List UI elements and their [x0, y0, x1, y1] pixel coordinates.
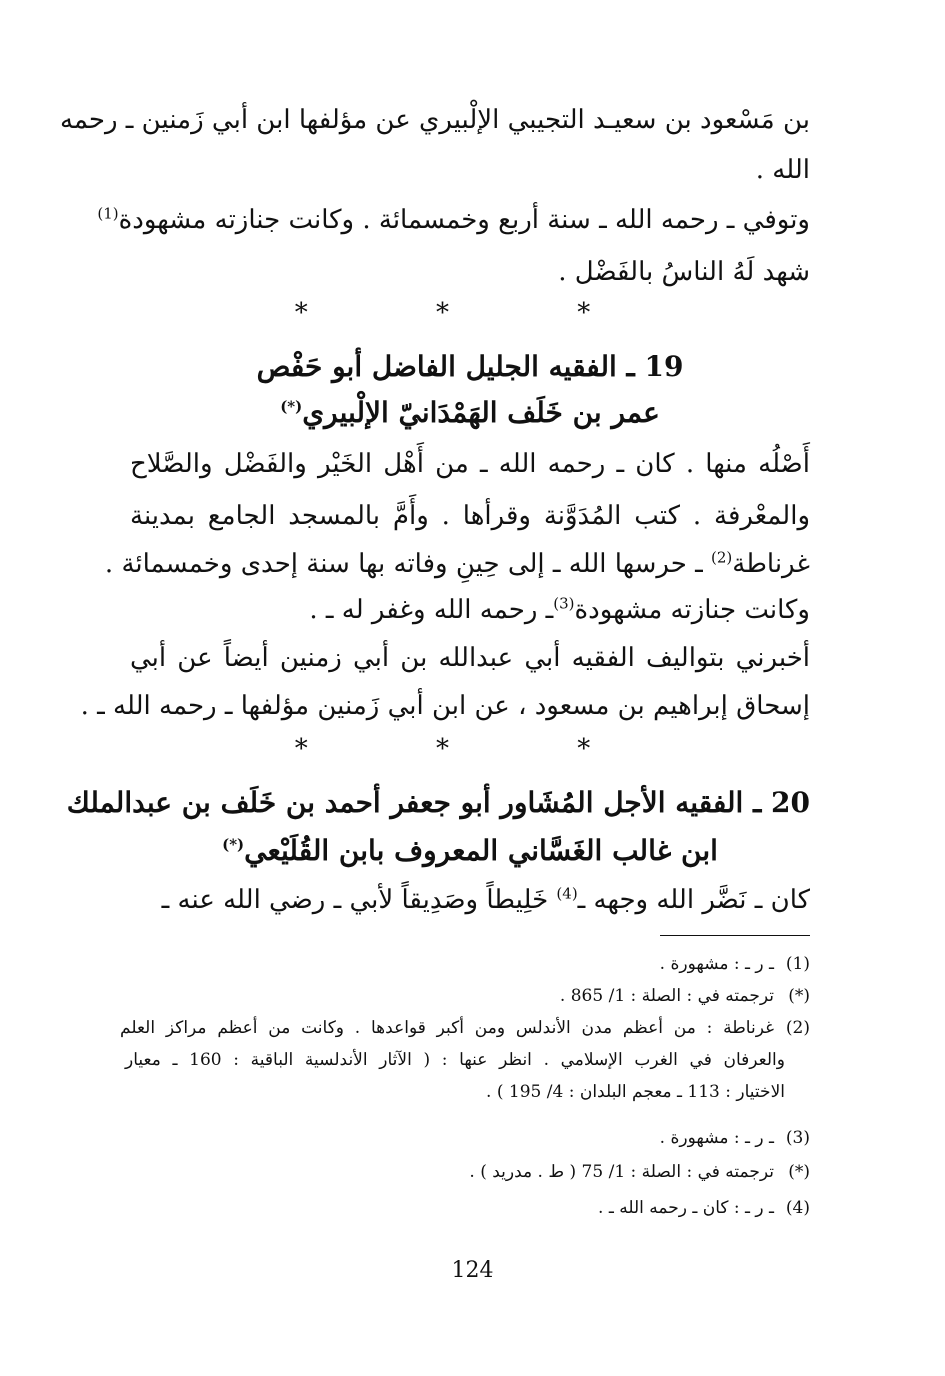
- text-line: أَصْلُه منها . كان ـ رحمه الله ـ من أَهْل الخَيْر والفَضْل والصَّلاح: [130, 449, 810, 479]
- entry-heading-name: عمر بن خَلَف الهَمْدَانيّ الإلْبيري(*): [280, 396, 660, 429]
- text-line: وتوفي ـ رحمه الله ـ سنة أربع وخمسمائة . وكانت جنازته مشهودة$^{(1)}$: [97, 204, 810, 235]
- footnote-ref: (2): [711, 548, 733, 567]
- text-line: والمعْرفة . كتب المُدَوَّنة وقرأها . وأَمَّ بالمسجد الجامع بمدينة: [130, 501, 810, 531]
- text-line: بن مَسْعود بن سعيـد التجيبي الإلْبيري عن مؤلفها ابن أبي زَمنين ـ رحمه: [59, 105, 810, 135]
- footnote: (1)ـ ر ـ : مشهورة .: [659, 954, 810, 974]
- footnote: (*)ترجمته في : الصلة : 1/ 865 .: [559, 986, 810, 1006]
- footnote-ref: (1): [97, 204, 119, 223]
- page-number: 124: [451, 1258, 494, 1283]
- footnote-ref: (4): [556, 884, 578, 903]
- text-line: وكانت جنازته مشهودة$^{(3)}$ـ رحمه الله وغفر له ـ .: [309, 594, 810, 625]
- text-line: كان ـ نَضَّر الله وجهه ـ$^{(4)}$ خَلِيطاً وصَدِيقاً لأبي ـ رضي الله عنه ـ: [161, 884, 810, 915]
- entry-heading-name: ابن غالب الغَسَّاني المعروف بابن القُلَيْعي(*): [222, 834, 718, 867]
- footnote-rule: [660, 935, 810, 936]
- footnote-ref: (*): [222, 835, 245, 854]
- entry-heading: 20 ـ الفقيه الأجل المُشَاور أبو جعفر أحمد بن خَلَف بن عبدالملك: [66, 786, 810, 819]
- entry-number: 19: [644, 350, 684, 383]
- footnote-continuation: والعرفان في الغرب الإسلامي . انظر عنها : ( الآثار الأندلسية الباقية : 160 ـ معيار: [125, 1050, 785, 1070]
- entry-number: 20: [771, 786, 810, 819]
- footnote-ref: (3): [553, 594, 575, 613]
- section-separator: * * *: [294, 298, 651, 328]
- footnote-ref: (*): [280, 397, 303, 416]
- text-line: إسحاق إبراهيم بن مسعود ، عن ابن أبي زَمنين مؤلفها ـ رحمه الله ـ .: [80, 691, 810, 721]
- section-separator: * * *: [294, 734, 651, 764]
- footnote-continuation: الاختيار : 113 ـ معجم البلدان : 4/ 195 ) .: [486, 1082, 785, 1102]
- text-line: أخبرني بتواليف الفقيه أبي عبدالله بن أبي زمنين أيضاً عن أبي: [130, 643, 810, 673]
- text-line: الله .: [755, 155, 810, 185]
- footnote: (3)ـ ر ـ : مشهورة .: [659, 1128, 810, 1148]
- text-line: غرناطة$^{(2)}$ ـ حرسها الله ـ إلى حِينِ وفاته بها سنة إحدى وخمسمائة .: [104, 548, 810, 579]
- entry-heading: 19 ـ الفقيه الجليل الفاضل أبو حَفْص: [256, 350, 684, 383]
- text-line: شهد لَهُ الناسُ بالفَضْل .: [558, 257, 810, 287]
- footnote: (*)ترجمته في : الصلة : 1/ 75 ( ط . مدريد ) .: [469, 1162, 810, 1182]
- footnote: (2)غرناطة : من أعظم مدن الأندلس ومن أكبر قواعدها . وكانت من أعظم مراكز العلم: [120, 1018, 810, 1038]
- footnote: (4)ـ ر ـ : كان ـ رحمه الله ـ .: [598, 1198, 810, 1218]
